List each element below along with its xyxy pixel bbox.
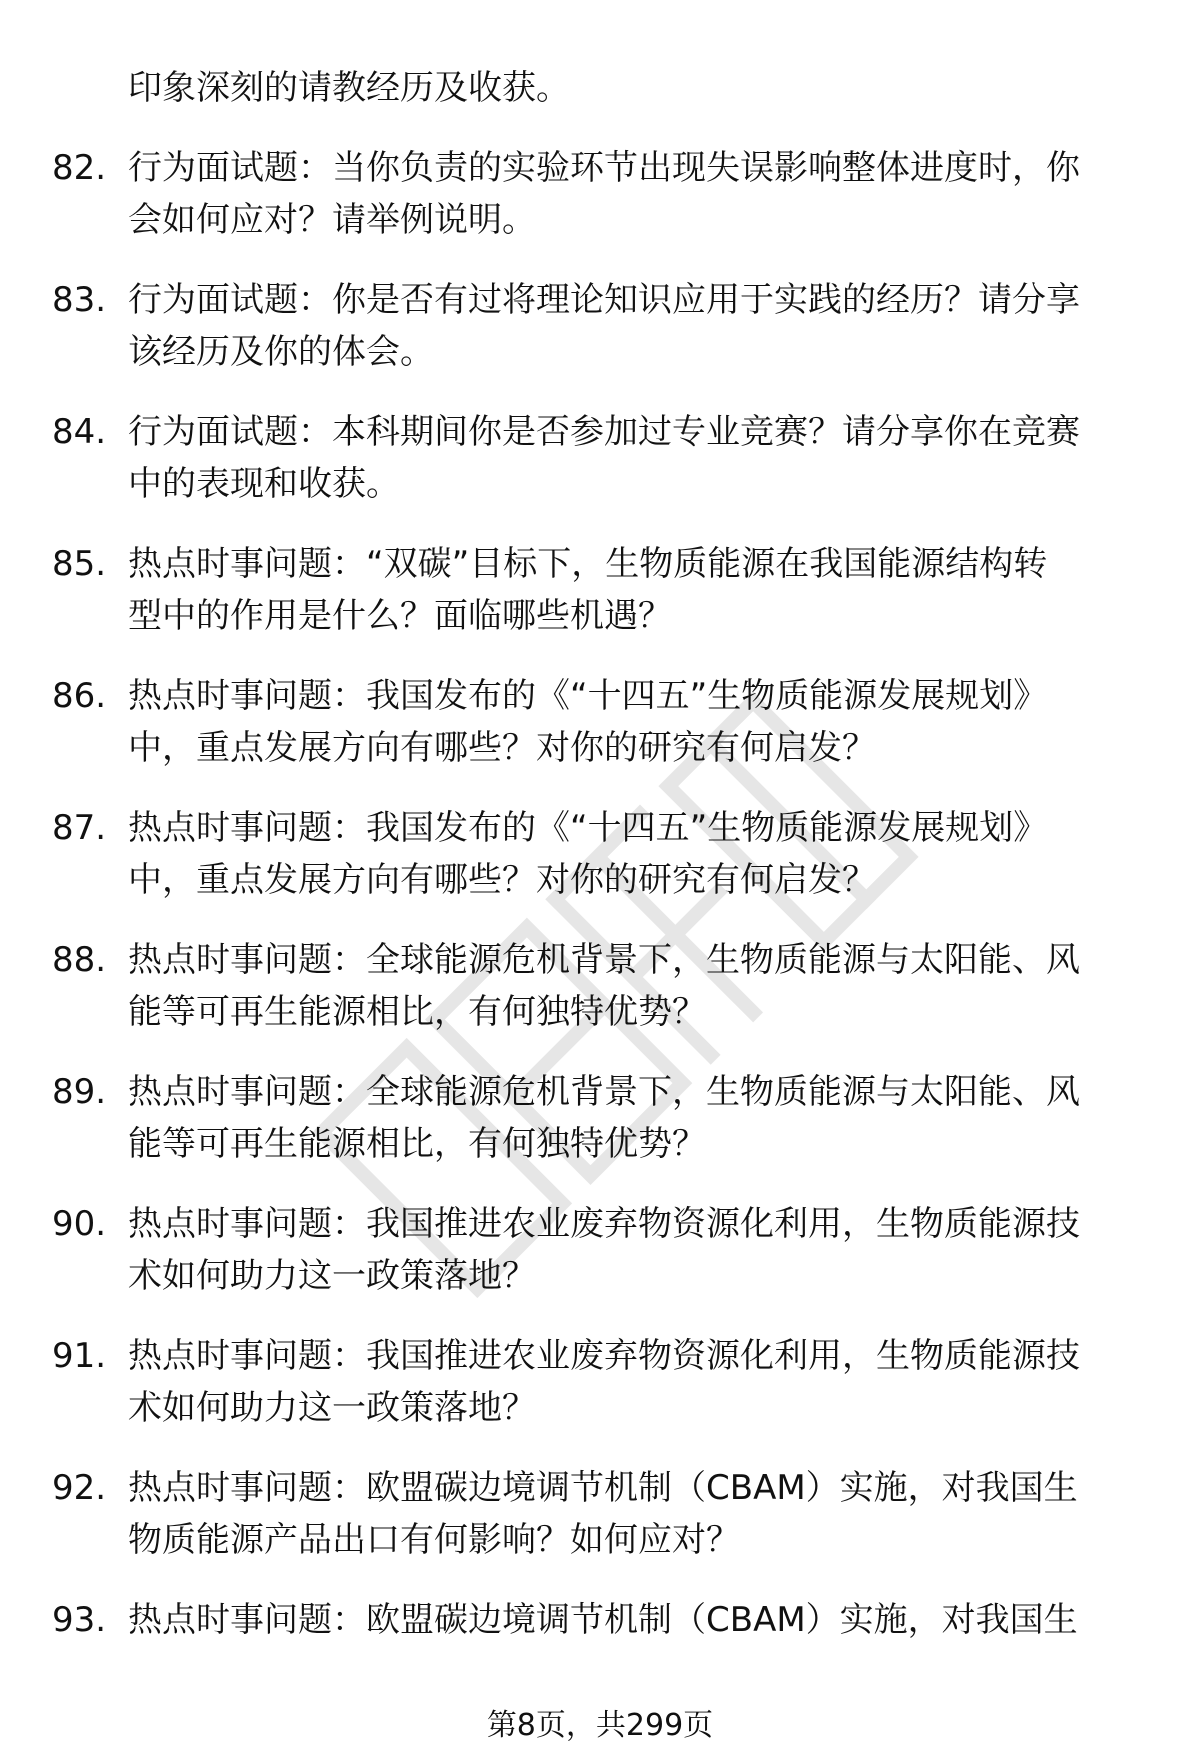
item-text bbox=[128, 1330, 1138, 1434]
continued-line: 印象深刻的请教经历及收获。 bbox=[128, 68, 570, 108]
item-text bbox=[128, 1066, 1138, 1170]
item-number: 89. bbox=[52, 1072, 107, 1112]
list-item bbox=[0, 406, 1200, 538]
item-line: 行为面试题：本科期间你是否参加过专业竞赛？请分享你在竞赛 bbox=[128, 412, 1080, 452]
item-line: 热点时事问题：欧盟碳边境调节机制（CBAM）实施，对我国生 bbox=[128, 1468, 1078, 1508]
item-line: 物质能源产品出口有何影响？如何应对？ bbox=[128, 1520, 740, 1560]
item-number: 90. bbox=[52, 1204, 107, 1244]
item-text bbox=[128, 274, 1138, 378]
item-number: 85. bbox=[52, 544, 107, 584]
item-number: 88. bbox=[52, 940, 107, 980]
item-line: 术如何助力这一政策落地？ bbox=[128, 1388, 536, 1428]
list-item bbox=[0, 802, 1200, 934]
item-number: 83. bbox=[52, 280, 107, 320]
item-line: 热点时事问题：我国推进农业废弃物资源化利用，生物质能源技 bbox=[128, 1336, 1080, 1376]
item-text bbox=[128, 670, 1138, 774]
list-item bbox=[0, 670, 1200, 802]
item-text bbox=[128, 1198, 1138, 1302]
item-line: 热点时事问题：我国发布的《“十四五”生物质能源发展规划》 bbox=[128, 676, 1048, 716]
item-line: 行为面试题：你是否有过将理论知识应用于实践的经历？请分享 bbox=[128, 280, 1080, 320]
item-line: 能等可再生能源相比，有何独特优势？ bbox=[128, 992, 706, 1032]
item-line: 热点时事问题：我国推进农业废弃物资源化利用，生物质能源技 bbox=[128, 1204, 1080, 1244]
item-line: 热点时事问题：欧盟碳边境调节机制（CBAM）实施，对我国生 bbox=[128, 1600, 1078, 1640]
page-footer: 第8页，共299页 bbox=[486, 1708, 714, 1743]
item-line: 能等可再生能源相比，有何独特优势？ bbox=[128, 1124, 706, 1164]
item-number: 92. bbox=[52, 1468, 107, 1508]
item-line: 热点时事问题：全球能源危机背景下，生物质能源与太阳能、风 bbox=[128, 1072, 1080, 1112]
item-number: 93. bbox=[52, 1600, 107, 1640]
list-item bbox=[0, 142, 1200, 274]
list-item bbox=[0, 934, 1200, 1066]
item-line: 型中的作用是什么？面临哪些机遇？ bbox=[128, 596, 672, 636]
item-number: 91. bbox=[52, 1336, 107, 1376]
list-item bbox=[0, 1330, 1200, 1462]
item-line: 中，重点发展方向有哪些？对你的研究有何启发？ bbox=[128, 728, 876, 768]
item-text bbox=[128, 142, 1138, 246]
item-line: 热点时事问题：全球能源危机背景下，生物质能源与太阳能、风 bbox=[128, 940, 1080, 980]
item-number: 86. bbox=[52, 676, 107, 716]
item-text bbox=[128, 1594, 1138, 1646]
item-text bbox=[128, 802, 1138, 906]
item-line: 热点时事问题：“双碳”目标下，生物质能源在我国能源结构转 bbox=[128, 544, 1048, 584]
item-text bbox=[128, 934, 1138, 1038]
list-item bbox=[0, 274, 1200, 406]
item-line: 会如何应对？请举例说明。 bbox=[128, 200, 536, 240]
question-list bbox=[0, 142, 1200, 1726]
item-text bbox=[128, 406, 1138, 510]
item-line: 中的表现和收获。 bbox=[128, 464, 400, 504]
list-item bbox=[0, 1462, 1200, 1594]
item-number: 87. bbox=[52, 808, 107, 848]
item-number: 82. bbox=[52, 148, 107, 188]
item-line: 术如何助力这一政策落地？ bbox=[128, 1256, 536, 1296]
item-line: 行为面试题：当你负责的实验环节出现失误影响整体进度时，你 bbox=[128, 148, 1080, 188]
list-item bbox=[0, 1066, 1200, 1198]
item-text bbox=[128, 538, 1138, 642]
item-line: 热点时事问题：我国发布的《“十四五”生物质能源发展规划》 bbox=[128, 808, 1048, 848]
item-line: 该经历及你的体会。 bbox=[128, 332, 434, 372]
list-item bbox=[0, 538, 1200, 670]
list-item bbox=[0, 1198, 1200, 1330]
item-text bbox=[128, 1462, 1138, 1566]
item-line: 中，重点发展方向有哪些？对你的研究有何启发？ bbox=[128, 860, 876, 900]
item-number: 84. bbox=[52, 412, 107, 452]
